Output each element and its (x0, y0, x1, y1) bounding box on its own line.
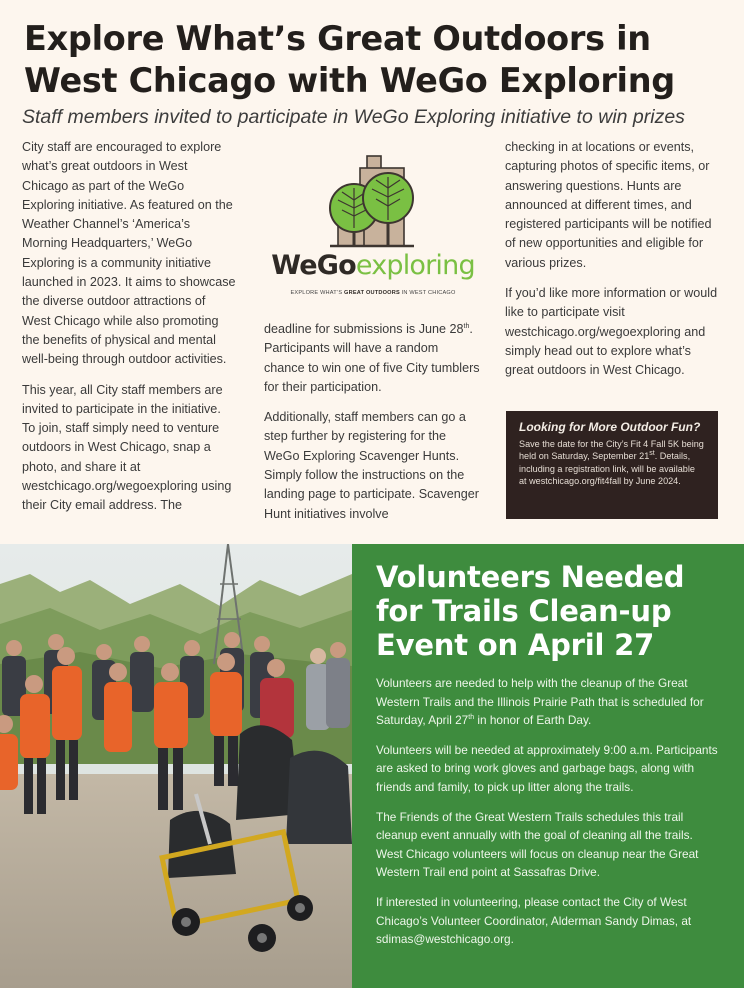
logo-tag-bold: GREAT OUTDOORS (344, 290, 400, 296)
text: Save the date for the City’s Fit 4 Fall 5K being held on Saturday, September 21 (519, 439, 704, 462)
headline: Explore What’s Great Outdoors in West Chicago with WeGo Exploring (24, 19, 675, 100)
subhead: Staff members invited to participate in WeGo Exploring initiative to win prizes (22, 106, 685, 128)
wego-exploring-logo (264, 152, 482, 302)
logo-brand-wego: WeGo (271, 250, 356, 281)
volunteer-panel (352, 544, 744, 988)
superscript: th (463, 322, 470, 330)
paragraph: If interested in volunteering, please contact the City of West Chicago’s Volunteer Coordinator, Alderman Sandy Dimas, at sdimas@westchicago.org. (376, 894, 692, 947)
volunteer-title: Volunteers Needed for Trails Clean-up Event on April 27 (376, 560, 685, 662)
paragraph: If you’d like more information or would like to participate visit westchicago.org/wegoexploring and simply head out to explore what’s great outdoors in West Chicago. (505, 286, 718, 378)
outdoor-fun-callout (506, 411, 718, 519)
paragraph: This year, all City staff members are invited to participate in the initiative. To join, staff simply need to venture outdoors in West Chicago, snap a photo, and share it at westchicago.org/wegoexploring using their City email address. The (22, 382, 232, 513)
paragraph: City staff are encouraged to explore what’s great outdoors in West Chicago as part of the WeGo Exploring initiative. As featured on the Weather Channel’s ‘America’s Morning Headquarters,’ WeGo Exploring is a community initiative launched in 2023. It aims to showcase the diverse outdoor attractions of West Chicago while also promoting the benefits of physical and mental well-being through outdoor activities. (22, 140, 236, 367)
logo-brand-exploring: exploring (355, 250, 475, 281)
volunteer-group-photo (0, 544, 352, 988)
paragraph (264, 320, 482, 397)
text: in honor of Earth Day. (474, 713, 592, 728)
photo-illustration (0, 544, 352, 988)
article-column-1 (22, 138, 237, 527)
text: deadline for submissions is June 28 (264, 322, 464, 336)
paragraph: Additionally, staff members can go a step further by registering for the WeGo Exploring Scavenger Hunts. Simply follow the instructions on the landing page to participate. Scavenger Hunt initiatives involve (264, 410, 479, 521)
article-column-2 (264, 320, 482, 535)
logo-wordmark (264, 250, 482, 281)
logo-tag-part: IN WEST CHICAGO (399, 290, 456, 296)
logo-tagline (264, 290, 482, 296)
superscript: st (649, 450, 655, 458)
text: Volunteers are needed to help with the cleanup of the Great Western Trails and the Illinois Prairie Path that is scheduled for Saturday, April 27 (376, 676, 704, 728)
superscript: th (468, 714, 475, 722)
logo-tag-part: EXPLORE WHAT’S (290, 290, 345, 296)
text: . Details, including a registration link, will be available at westchicago.org/fit4fall by June 2024. (519, 451, 695, 486)
paragraph: checking in at locations or events, capturing photos of specific items, or answering questions. Hunts are announced at different times, and registered participants will be notified of new opportunities and eligible for various prizes. (505, 140, 712, 270)
paragraph: The Friends of the Great Western Trails schedules this trail cleanup event annually with the goal of cleaning all the trails. West Chicago volunteers will focus on cleanup near the Great Western Trail end point at Sassafras Drive. (376, 809, 699, 880)
callout-text (519, 438, 705, 487)
trees-illustration (264, 152, 482, 252)
callout-title: Looking for More Outdoor Fun? (519, 420, 701, 434)
paragraph (376, 674, 722, 730)
text: . Participants will have a random chance to win one of five City tumblers for their participation. (264, 322, 480, 394)
paragraph: Volunteers will be needed at approximately 9:00 a.m. Participants are asked to bring work gloves and garbage bags, along with friends and family, to pick up litter along the trails. (376, 742, 718, 794)
article-column-3 (505, 138, 720, 392)
